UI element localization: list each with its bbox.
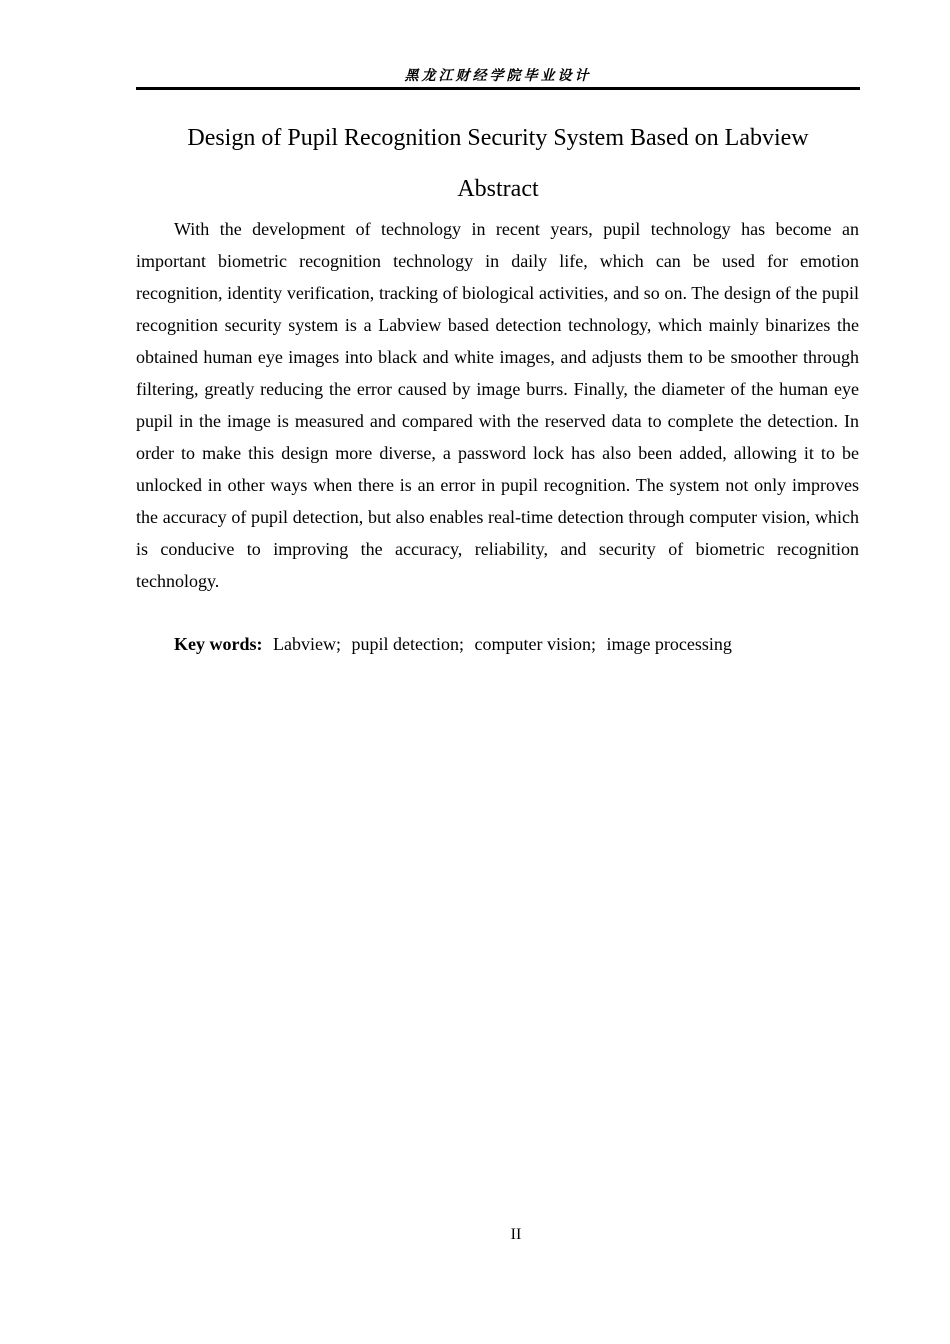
paper-title: Design of Pupil Recognition Security System Based on Labview bbox=[187, 125, 809, 151]
page-number: II bbox=[510, 1226, 522, 1243]
keyword-item: pupil detection; bbox=[351, 634, 464, 654]
keywords-label: Key words: bbox=[174, 634, 263, 654]
keyword-item: image processing bbox=[606, 634, 732, 654]
header-rule bbox=[136, 87, 860, 90]
running-header: 黑龙江财经学院毕业设计 bbox=[404, 68, 592, 84]
abstract-body: With the development of technology in recent years, pupil technology has become an important biometric recognition technology in daily life, which can be used for emotion recognition, identity verification, tracking of biological activities, and so on. The design of the pupil recognition security system is a Labview based detection technology, which mainly binarizes the obtained human eye images into black and white images, and adjusts them to be smoother through filtering, greatly reducing the error caused by image burrs. Finally, the diameter of the human eye pupil in the image is measured and compared with the reserved data to complete the detection. In order to make this design more diverse, a password lock has also been added, allowing it to be unlocked in other ways when there is an error in pupil recognition. The system not only improves the accuracy of pupil detection, but also enables real-time detection through computer vision, which is conducive to improving the accuracy, reliability, and security of biometric recognition technology. bbox=[136, 219, 859, 591]
abstract-heading: Abstract bbox=[457, 176, 539, 202]
keywords-line bbox=[174, 628, 860, 660]
keyword-item: Labview; bbox=[273, 634, 341, 654]
keyword-item: computer vision; bbox=[474, 634, 596, 654]
